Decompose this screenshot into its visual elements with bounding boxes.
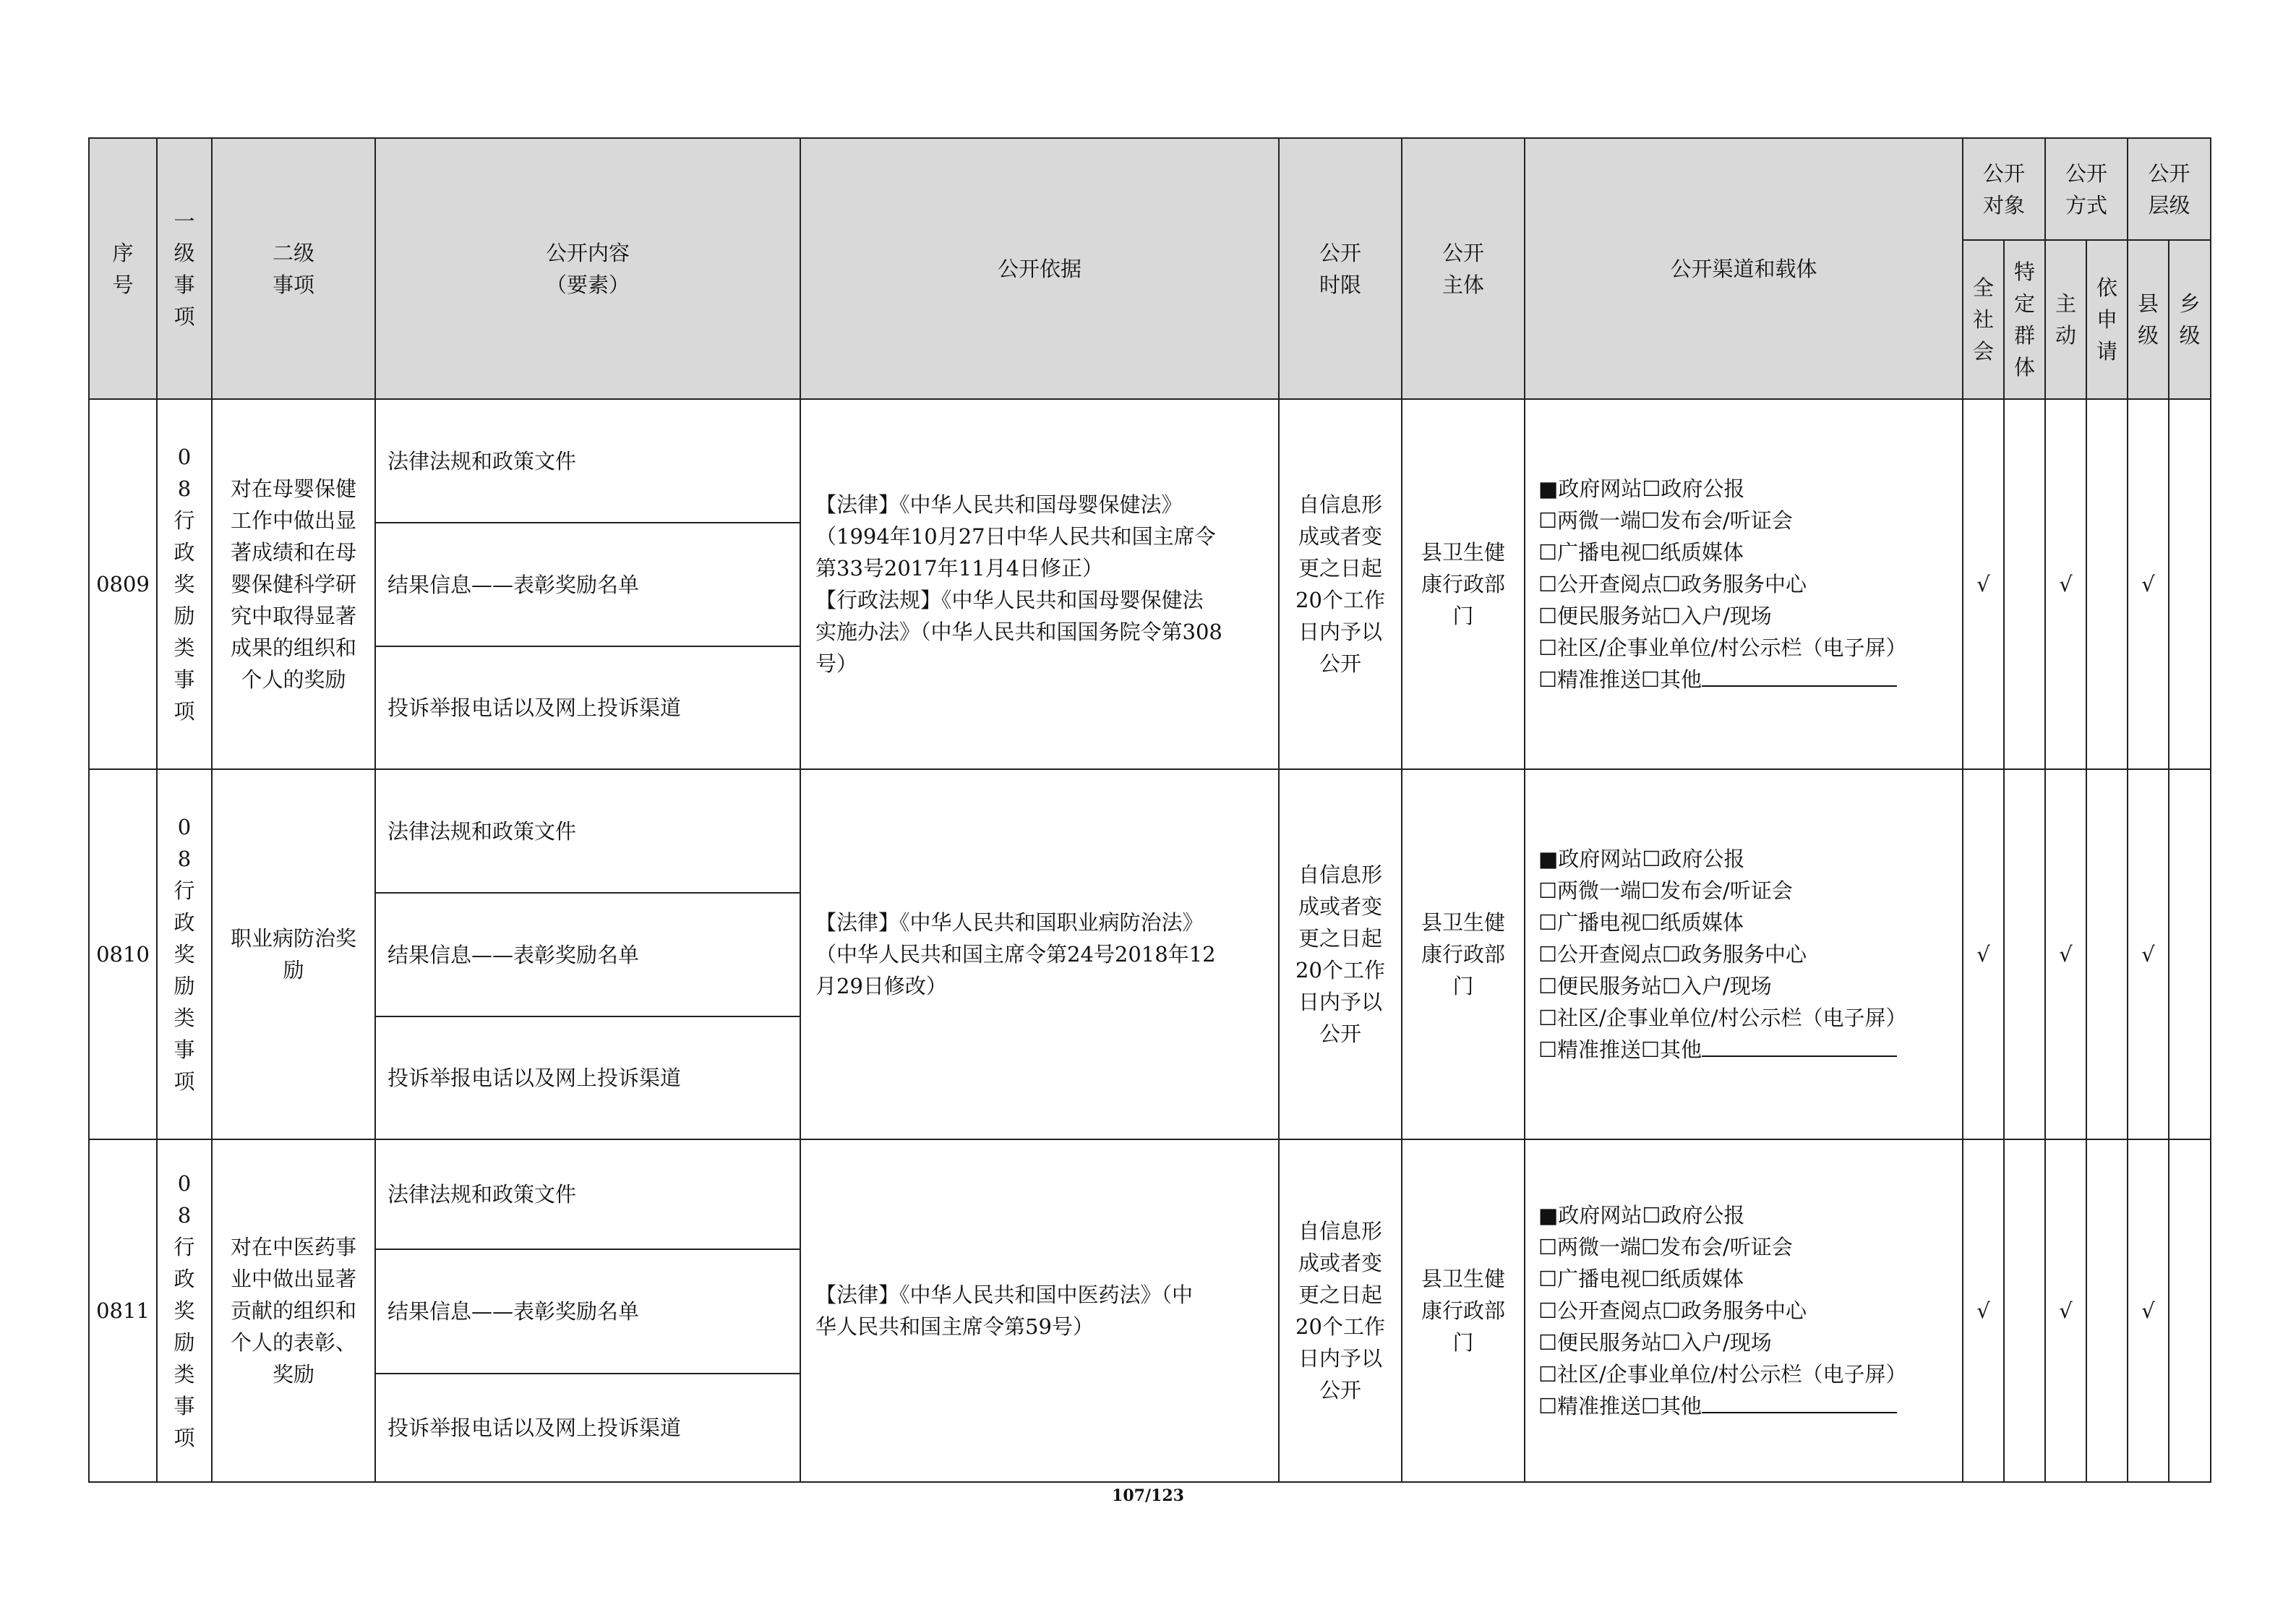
header-level: 公开 层级: [2128, 138, 2211, 240]
row-level-county: √: [2128, 1139, 2169, 1482]
row-subject: 县卫生健康行政部门: [1402, 769, 1525, 1139]
row-seq: 0810: [89, 769, 157, 1139]
other-blank-line: [1702, 1390, 1897, 1413]
row-level-county: √: [2128, 769, 2169, 1139]
row-content-item: 结果信息——表彰奖励名单: [375, 893, 800, 1016]
table-body: [89, 399, 2211, 1482]
row-content-item: 结果信息——表彰奖励名单: [375, 1249, 800, 1374]
row-content-item: 法律法规和政策文件: [375, 399, 800, 523]
other-blank-line: [1702, 664, 1897, 687]
row-level2: 职业病防治奖励: [212, 769, 375, 1139]
row-seq: 0811: [89, 1139, 157, 1482]
row-seq: 0809: [89, 399, 157, 769]
row-method-request: [2086, 399, 2128, 769]
row-method-active: √: [2045, 399, 2086, 769]
header-target: 公开 对象: [1963, 138, 2045, 240]
row-target-specific: [2004, 769, 2045, 1139]
row-method-request: [2086, 769, 2128, 1139]
table-row: [89, 399, 2211, 523]
row-content-item: 投诉举报电话以及网上投诉渠道: [375, 1016, 800, 1139]
row-target-all: √: [1963, 1139, 2004, 1482]
header-target-specific: 特定群体: [2004, 240, 2045, 399]
row-target-all: √: [1963, 399, 2004, 769]
table-header: [89, 138, 2211, 399]
row-channels: ■政府网站☐政府公报 ☐两微一端☐发布会/听证会 ☐广播电视☐纸质媒体 ☐公开查阅点☐政务服务中心 ☐便民服务站☐入户/现场 ☐社区/企事业单位/村公示栏（电子屏） ☐精准推送☐其他: [1525, 399, 1963, 769]
header-seq: 序号: [89, 138, 157, 399]
header-content: 公开内容 （要素）: [375, 138, 800, 399]
row-period: 自信息形成或者变更之日起20个工作日内予以公开: [1279, 1139, 1402, 1482]
row-level2: 对在母婴保健工作中做出显著成绩和在母婴保健科学研究中取得显著成果的组织和个人的奖励: [212, 399, 375, 769]
row-content-item: 投诉举报电话以及网上投诉渠道: [375, 1374, 800, 1482]
row-level-county: √: [2128, 399, 2169, 769]
row-channels: ■政府网站☐政府公报 ☐两微一端☐发布会/听证会 ☐广播电视☐纸质媒体 ☐公开查阅点☐政务服务中心 ☐便民服务站☐入户/现场 ☐社区/企事业单位/村公示栏（电子屏） ☐精准推送☐其他: [1525, 1139, 1963, 1482]
row-target-specific: [2004, 399, 2045, 769]
header-method-request: 依申请: [2086, 240, 2128, 399]
header-target-all: 全社会: [1963, 240, 2004, 399]
row-basis: 【法律】《中华人民共和国中医药法》（中 华人民共和国主席令第59号）: [800, 1139, 1279, 1482]
row-content-item: 法律法规和政策文件: [375, 1139, 800, 1249]
header-subject: 公开 主体: [1402, 138, 1525, 399]
row-level-township: [2169, 1139, 2211, 1482]
row-level-township: [2169, 399, 2211, 769]
table-row: [89, 769, 2211, 893]
row-content-item: 法律法规和政策文件: [375, 769, 800, 893]
header-level-county: 县级: [2128, 240, 2169, 399]
header-channels: 公开渠道和载体: [1525, 138, 1963, 399]
table-row: [89, 1139, 2211, 1249]
other-blank-line: [1702, 1034, 1897, 1057]
row-content-item: 结果信息——表彰奖励名单: [375, 523, 800, 646]
disclosure-table: [88, 137, 2211, 1483]
row-basis: 【法律】《中华人民共和国职业病防治法》 （中华人民共和国主席令第24号2018年12 月29日修改）: [800, 769, 1279, 1139]
row-content-item: 投诉举报电话以及网上投诉渠道: [375, 646, 800, 769]
row-channels: ■政府网站☐政府公报 ☐两微一端☐发布会/听证会 ☐广播电视☐纸质媒体 ☐公开查阅点☐政务服务中心 ☐便民服务站☐入户/现场 ☐社区/企事业单位/村公示栏（电子屏） ☐精准推送☐其他: [1525, 769, 1963, 1139]
header-method-active: 主动: [2045, 240, 2086, 399]
header-level-township: 乡级: [2169, 240, 2211, 399]
row-period: 自信息形成或者变更之日起20个工作日内予以公开: [1279, 399, 1402, 769]
row-period: 自信息形成或者变更之日起20个工作日内予以公开: [1279, 769, 1402, 1139]
row-subject: 县卫生健康行政部门: [1402, 1139, 1525, 1482]
row-method-active: √: [2045, 769, 2086, 1139]
row-level1: 08行政奖励类事项: [157, 769, 212, 1139]
header-basis: 公开依据: [800, 138, 1279, 399]
header-method: 公开 方式: [2045, 138, 2128, 240]
header-level2: 二级 事项: [212, 138, 375, 399]
row-level1: 08行政奖励类事项: [157, 1139, 212, 1482]
header-period: 公开 时限: [1279, 138, 1402, 399]
row-target-all: √: [1963, 769, 2004, 1139]
row-basis: 【法律】《中华人民共和国母婴保健法》 （1994年10月27日中华人民共和国主席令 第33号2017年11月4日修正） 【行政法规】《中华人民共和国母婴保健法 实施办法》（中华人民共和国国务院令第308 号）: [800, 399, 1279, 769]
page-number: 107/123: [1112, 1486, 1184, 1505]
row-level1: 08行政奖励类事项: [157, 399, 212, 769]
row-method-active: √: [2045, 1139, 2086, 1482]
row-level-township: [2169, 769, 2211, 1139]
header-level1: 一级事项: [157, 138, 212, 399]
row-target-specific: [2004, 1139, 2045, 1482]
row-method-request: [2086, 1139, 2128, 1482]
row-subject: 县卫生健康行政部门: [1402, 399, 1525, 769]
row-level2: 对在中医药事业中做出显著贡献的组织和个人的表彰、奖励: [212, 1139, 375, 1482]
